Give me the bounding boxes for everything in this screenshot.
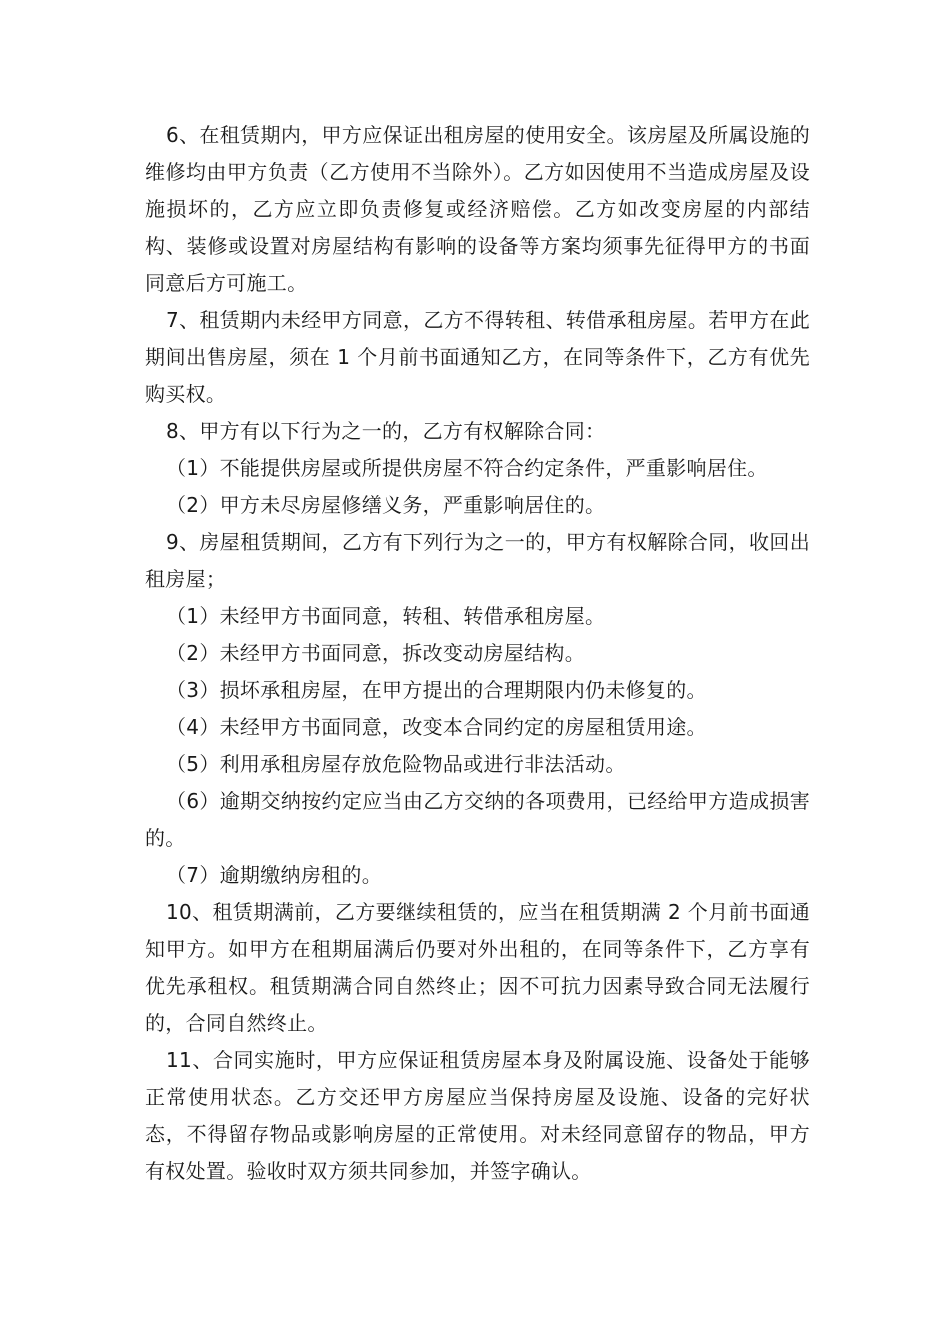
clause-11-paragraph: 11、合同实施时，甲方应保证租赁房屋本身及附属设施、设备处于能够正常使用状态。乙方交还甲方房屋应当保持房屋及设施、设备的完好状态，不得留存物品或影响房屋的正常使用。对未经同意留存的物品，甲方有权处置。验收时双方须共同参加，并签字确认。 — [145, 1048, 810, 1183]
clause-9-item-6: （6）逾期交纳按约定应当由乙方交纳的各项费用，已经给甲方造成损害的。 — [145, 789, 810, 850]
clause-9-item-2: （2）未经甲方书面同意，拆改变动房屋结构。 — [166, 641, 586, 665]
document-body — [145, 117, 810, 1190]
clause-9-paragraph: 9、房屋租赁期间，乙方有下列行为之一的，甲方有权解除合同，收回出租房屋； — [145, 530, 810, 591]
clause-9-item-1: （1）未经甲方书面同意，转租、转借承租房屋。 — [166, 604, 606, 628]
clause-8-item-1: （1）不能提供房屋或所提供房屋不符合约定条件，严重影响居住。 — [166, 456, 768, 480]
clause-6-paragraph: 6、在租赁期内，甲方应保证出租房屋的使用安全。该房屋及所属设施的维修均由甲方负责（乙方使用不当除外）。乙方如因使用不当造成房屋及设施损坏的，乙方应立即负责修复或经济赔偿。乙方如改变房屋的内部结构、装修或设置对房屋结构有影响的设备等方案均须事先征得甲方的书面同意后方可施工。 — [145, 123, 810, 295]
clause-9-item-4: （4）未经甲方书面同意，改变本合同约定的房屋租赁用途。 — [166, 715, 707, 739]
clause-8-item-2: （2）甲方未尽房屋修缮义务，严重影响居住的。 — [166, 493, 606, 517]
clause-8-paragraph: 8、甲方有以下行为之一的，乙方有权解除合同： — [166, 419, 606, 443]
clause-9-item-7: （7）逾期缴纳房租的。 — [166, 863, 383, 887]
clause-9-item-3: （3）损坏承租房屋，在甲方提出的合理期限内仍未修复的。 — [166, 678, 707, 702]
clause-10-paragraph: 10、租赁期满前，乙方要继续租赁的，应当在租赁期满 2 个月前书面通知甲方。如甲方在租期届满后仍要对外出租的，在同等条件下，乙方享有优先承租权。租赁期满合同自然终止；因不可抗力因素导致合同无法履行的，合同自然终止。 — [145, 900, 810, 1035]
clause-9-item-5: （5）利用承租房屋存放危险物品或进行非法活动。 — [166, 752, 626, 776]
clause-7-paragraph: 7、租赁期内未经甲方同意，乙方不得转租、转借承租房屋。若甲方在此期间出售房屋，须在 1 个月前书面通知乙方，在同等条件下，乙方有优先购买权。 — [145, 308, 810, 406]
